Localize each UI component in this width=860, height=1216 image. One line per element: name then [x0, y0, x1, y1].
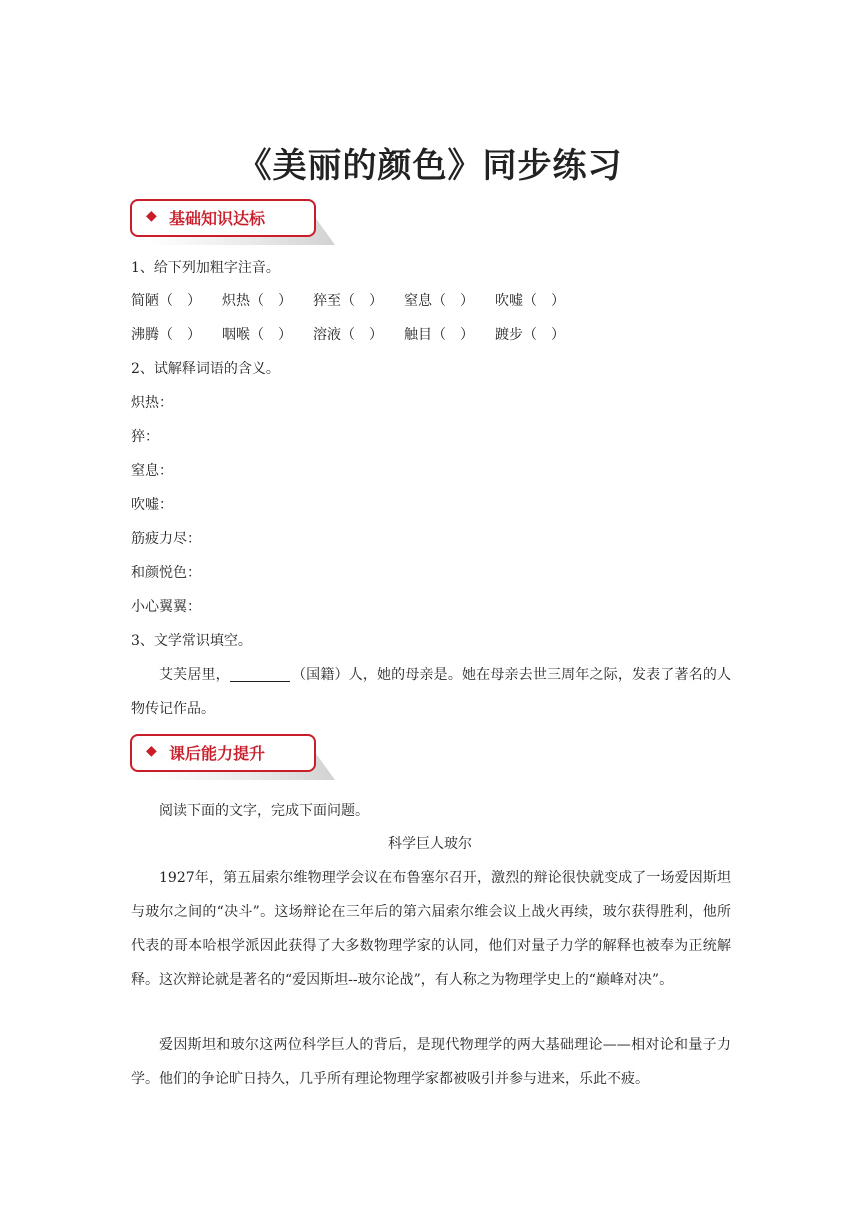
diamond-icon: ◆ — [146, 743, 157, 759]
pinyin-item: 踱步（ ） — [495, 327, 565, 343]
fill-blank[interactable] — [230, 665, 290, 682]
pinyin-item: 溶液（ ） — [313, 327, 383, 343]
q3-text-b: （国籍）人，她的母亲是。她在母亲去世三周年之际，发表了著名的人物传记作品。 — [131, 667, 732, 717]
section-header-basic — [130, 199, 335, 245]
term-line: 小心翼翼： — [131, 599, 201, 615]
pinyin-item: 触目（ ） — [404, 327, 474, 343]
diamond-icon: ◆ — [146, 208, 157, 224]
section-label: 课后能力提升 — [169, 744, 266, 763]
term-line: 和颜悦色： — [131, 565, 201, 581]
pinyin-item: 窒息（ ） — [404, 293, 474, 309]
section-label: 基础知识达标 — [169, 209, 266, 228]
document-title: 《美丽的颜色》同步练习 — [237, 146, 623, 186]
q3-text-a: 艾芙居里， — [159, 667, 230, 683]
question-1-prompt: 1、给下列加粗字注音。 — [131, 260, 280, 276]
term-line: 吹嘘： — [131, 497, 173, 513]
term-line: 窒息： — [131, 463, 173, 479]
article-paragraph-2 — [131, 1028, 731, 1096]
pinyin-item: 咽喉（ ） — [222, 327, 292, 343]
term-line: 炽热： — [131, 395, 173, 411]
question-3-prompt: 3、文学常识填空。 — [131, 633, 252, 649]
article-title: 科学巨人玻尔 — [388, 836, 472, 852]
pinyin-item: 炽热（ ） — [222, 293, 292, 309]
reading-instruction — [131, 794, 731, 828]
pinyin-item: 沸腾（ ） — [131, 327, 201, 343]
question-3-text — [131, 658, 731, 726]
term-line: 筋疲力尽： — [131, 531, 201, 547]
pinyin-item: 猝至（ ） — [313, 293, 383, 309]
term-line: 猝： — [131, 429, 159, 445]
instruction-text: 阅读下面的文字，完成下面问题。 — [159, 803, 369, 819]
paragraph-text: 1927年，第五届索尔维物理学会议在布鲁塞尔召开，激烈的辩论很快就变成了一场爱因斯坦与玻尔之间的“决斗”。这场辩论在三年后的第六届索尔维会议上战火再续，玻尔获得胜利，他所代表的哥本哈根学派因此获得了大多数物理学家的认同，他们对量子力学的解释也被奉为正统解释。这次辩论就是著名的“爱因斯坦--玻尔论战”，有人称之为物理学史上的“巅峰对决”。 — [131, 870, 731, 988]
article-paragraph-1 — [131, 861, 731, 997]
paragraph-text: 爱因斯坦和玻尔这两位科学巨人的背后，是现代物理学的两大基础理论——相对论和量子力学。他们的争论旷日持久，几乎所有理论物理学家都被吸引并参与进来，乐此不疲。 — [131, 1037, 731, 1087]
question-2-prompt: 2、试解释词语的含义。 — [131, 361, 280, 377]
pinyin-item: 吹嘘（ ） — [495, 293, 565, 309]
section-header-advanced — [130, 734, 335, 780]
pinyin-item: 简陋（ ） — [131, 293, 201, 309]
